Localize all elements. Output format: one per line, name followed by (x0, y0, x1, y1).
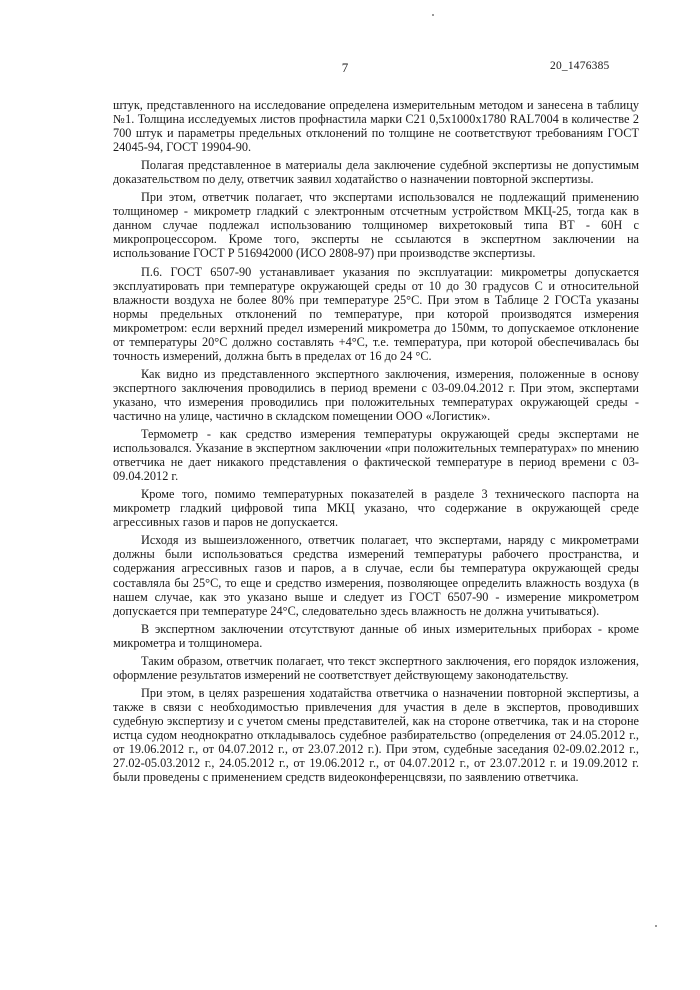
scan-speck (432, 14, 434, 16)
paragraph-1: штук, представленного на исследование определена измерительным методом и занесена в таблицу №1. Толщина исследуемых листов профнастила марки С21 0,5х1000х1780 RAL7004 в количестве 2 700 штук и параметры предельных отклонений по толщине не соответствуют требованиям ГОСТ 24045-94, ГОСТ 19904-90. (113, 98, 639, 155)
paragraph-6: Термометр - как средство измерения температуры окружающей среды экспертами не использовался. Указание в экспертном заключении «при положительных температурах» по мнению ответчика не дает никакого представления о фактической температуре в период времени с 03-09.04.2012 г. (113, 427, 639, 484)
paragraph-7: Кроме того, помимо температурных показателей в разделе 3 технического паспорта на микрометр гладкий цифровой типа МКЦ указано, что содержание в окружающей среде агрессивных газов и паров не допускается. (113, 487, 639, 530)
document-body (113, 98, 639, 788)
page-number: 7 (341, 60, 349, 75)
paragraph-2: Полагая представленное в материалы дела заключение судебной экспертизы не допустимым доказательством по делу, ответчик заявил ходатайство о назначении повторной экспертизы. (113, 158, 639, 187)
paragraph-11: При этом, в целях разрешения ходатайства ответчика о назначении повторной экспертизы, а также в связи с необходимостью привлечения для участия в деле в экспертов, проводивших судебную экспертизу и с учетом смены представителей, как на стороне ответчика, так и на стороне истца судом неоднократно откладывалось судебное разбирательство (определения от 24.05.2012 г., от 19.06.2012 г., от 04.07.2012 г., от 23.07.2012 г.). При этом, судебные заседания 02-09.02.2012 г., 27.02-05.03.2012 г., 24.05.2012 г., от 19.06.2012 г., от 04.07.2012 г., от 23.07.2012 г. и 19.09.2012 г. были проведены с применением средств видеоконференцсвязи, по заявлению ответчика. (113, 685, 639, 785)
paragraph-4: П.6. ГОСТ 6507-90 устанавливает указания по эксплуатации: микрометры допускается эксплуатировать при температуре окружающей среды от 10 до 30 градусов С и относительной влажности воздуха не более 80% при температуре 25°С. При этом в Таблице 2 ГОСТа указаны нормы предельных отклонений по температуре, при которой производятся измерения микрометром: если верхний предел измерений микрометра до 150мм, то допускаемое отклонение от температуры 20°С должно составлять +4°С, т.е. температура, при которой обеспечивалась бы точность измерений, должна быть в пределах от 16 до 24 °С. (113, 264, 639, 363)
scan-speck (655, 925, 657, 927)
case-number: 20_1476385 (550, 60, 610, 72)
paragraph-9: В экспертном заключении отсутствуют данные об иных измерительных приборах - кроме микрометра и толщиномера. (113, 621, 639, 650)
paragraph-3: При этом, ответчик полагает, что экспертами использовался не подлежащий применению толщиномер - микрометр гладкий с электронным отсчетным устройством МКЦ-25, тогда как в данном случае подлежал использованию толщиномер вихретоковый типа ВТ - 60Н с микропроцессором. Кроме того, эксперты не ссылаются в экспертном заключении на использование ГОСТ Р 516942000 (ИСО 2808-97) при производстве экспертизы. (113, 190, 639, 261)
paragraph-5: Как видно из представленного экспертного заключения, измерения, положенные в основу экспертного заключения проводились в период времени с 03-09.04.2012 г. При этом, экспертами указано, что измерения проводились при положительных температурах окружающей среды - частично на улице, частично в складском помещении ООО «Логистик». (113, 366, 639, 423)
paragraph-8: Исходя из вышеизложенного, ответчик полагает, что экспертами, наряду с микрометрами должны были использоваться средства измерений температуры рабочего пространства, и содержания агрессивных газов и паров, а в случае, если бы температура окружающей среды составляла бы 25°С, то еще и средство измерения, позволяющее определить влажность воздуха (в нашем случае, как это указано выше и следует из ГОСТ 6507-90 - измерение микрометром допускается при температуре 24°С, следовательно здесь влажность не должна учитываться). (113, 533, 639, 618)
paragraph-10: Таким образом, ответчик полагает, что текст экспертного заключения, его порядок изложения, оформление результатов измерений не соответствует действующему законодательству. (113, 653, 639, 682)
